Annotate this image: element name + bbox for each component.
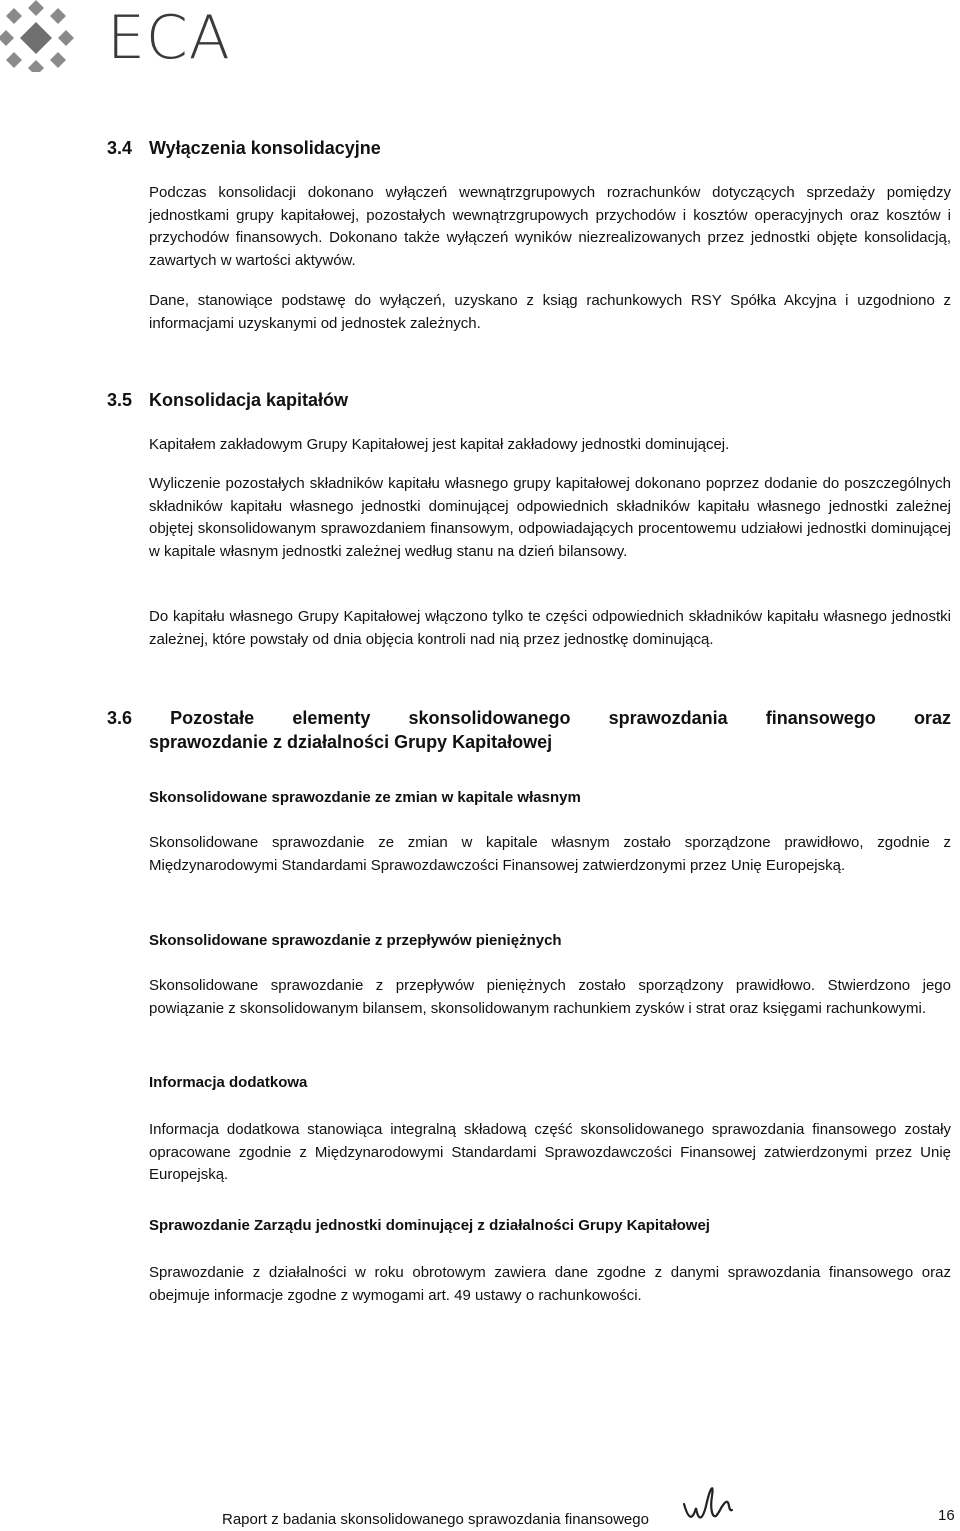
- paragraph: Informacja dodatkowa stanowiąca integralną składową część skonsolidowanego sprawozdania finansowego zostały opracowane zgodnie z Międzynarodowymi Standardami Sprawozdawczości Finansowej zatwierdzonymi przez Unię Europejską.: [149, 1121, 951, 1183]
- paragraph: Skonsolidowane sprawozdanie z przepływów pieniężnych zostało sporządzony prawidłowo. Stwierdzono jego powiązanie z skonsolidowanym bilansem, skonsolidowanym rachunkiem zysków i strat oraz księgami rachunkowymi.: [149, 977, 951, 1017]
- eca-star-icon: [0, 0, 90, 72]
- title-word: skonsolidowanego: [408, 708, 571, 728]
- title-word: sprawozdania: [608, 708, 728, 728]
- footer-text: Raport z badania skonsolidowanego sprawozdania finansowego: [222, 1511, 649, 1528]
- paragraph: Wyliczenie pozostałych składników kapitału własnego grupy kapitałowej dokonano poprzez dodanie do poszczególnych składników kapitału własnego jednostki dominującej odpowiednich składników kapitału własnego jednostki zależnej objętej skonsolidowanym sprawozdaniem finansowym, odpowiadających procentowemu udziałowi jednostki dominującej w kapitale własnym jednostki zależnej według stanu na dzień bilansowy.: [149, 475, 951, 560]
- title-word: elementy: [292, 708, 371, 728]
- subheading: Sprawozdanie Zarządu jednostki dominującej z działalności Grupy Kapitałowej: [149, 1217, 710, 1234]
- section-title: Wyłączenia konsolidacyjne: [149, 138, 381, 158]
- signature-initials: [680, 1478, 740, 1526]
- paragraph: Skonsolidowane sprawozdanie ze zmian w kapitale własnym zostało sporządzone prawidłowo, zgodnie z Międzynarodowymi Standardami Sprawozdawczości Finansowej zatwierdzonymi przez Unię Europejską.: [149, 834, 951, 874]
- eca-logo-text: ECA: [107, 3, 231, 73]
- subheading: Skonsolidowane sprawozdanie ze zmian w kapitale własnym: [149, 789, 581, 806]
- paragraph: Podczas konsolidacji dokonano wyłączeń wewnątrzgrupowych rozrachunków dotyczących sprzedaży pomiędzy jednostkami grupy kapitałowej, pozostałych wewnątrzgrupowych przychodów i kosztów operacyjnych oraz kosztów i przychodów finansowych. Dokonano także wyłączeń wyników niezrealizowanych przez jednostki objęte konsolidacją, zawartych w wartości aktywów.: [149, 184, 951, 269]
- eca-logo: [0, 0, 240, 80]
- paragraph: Do kapitału własnego Grupy Kapitałowej włączono tylko te części odpowiednich składników kapitału własnego jednostki zależnej, które powstały od dnia objęcia kontroli nad nią przez jednostkę dominującą.: [149, 608, 951, 648]
- section-title-line2: sprawozdanie z działalności Grupy Kapitałowej: [149, 732, 553, 752]
- subheading: Skonsolidowane sprawozdanie z przepływów pieniężnych: [149, 932, 562, 949]
- section-3-4-heading: [107, 136, 381, 160]
- title-word: Pozostałe: [170, 708, 255, 728]
- page-number: 16: [938, 1507, 955, 1524]
- section-number: 3.4: [107, 138, 133, 158]
- section-number: 3.5: [107, 390, 133, 410]
- section-title-line1: [107, 706, 951, 730]
- subheading: Informacja dodatkowa: [149, 1074, 308, 1091]
- title-word: oraz: [913, 708, 951, 728]
- section-title: Konsolidacja kapitałów: [149, 390, 349, 410]
- section-3-5-heading: [107, 388, 348, 412]
- paragraph: Kapitałem zakładowym Grupy Kapitałowej jest kapitał zakładowy jednostki dominującej.: [149, 436, 730, 453]
- section-number: 3.6: [107, 708, 133, 728]
- section-3-6-heading: [107, 706, 951, 754]
- paragraph: Sprawozdanie z działalności w roku obrotowym zawiera dane zgodne z danymi sprawozdania finansowego oraz obejmuje informacje zgodne z wymogami art. 49 ustawy o rachunkowości.: [149, 1264, 951, 1304]
- paragraph: Dane, stanowiące podstawę do wyłączeń, uzyskano z ksiąg rachunkowych RSY Spółka Akcyjna i uzgodniono z informacjami uzyskanymi od jednostek zależnych.: [149, 292, 951, 332]
- title-word: finansowego: [765, 708, 876, 728]
